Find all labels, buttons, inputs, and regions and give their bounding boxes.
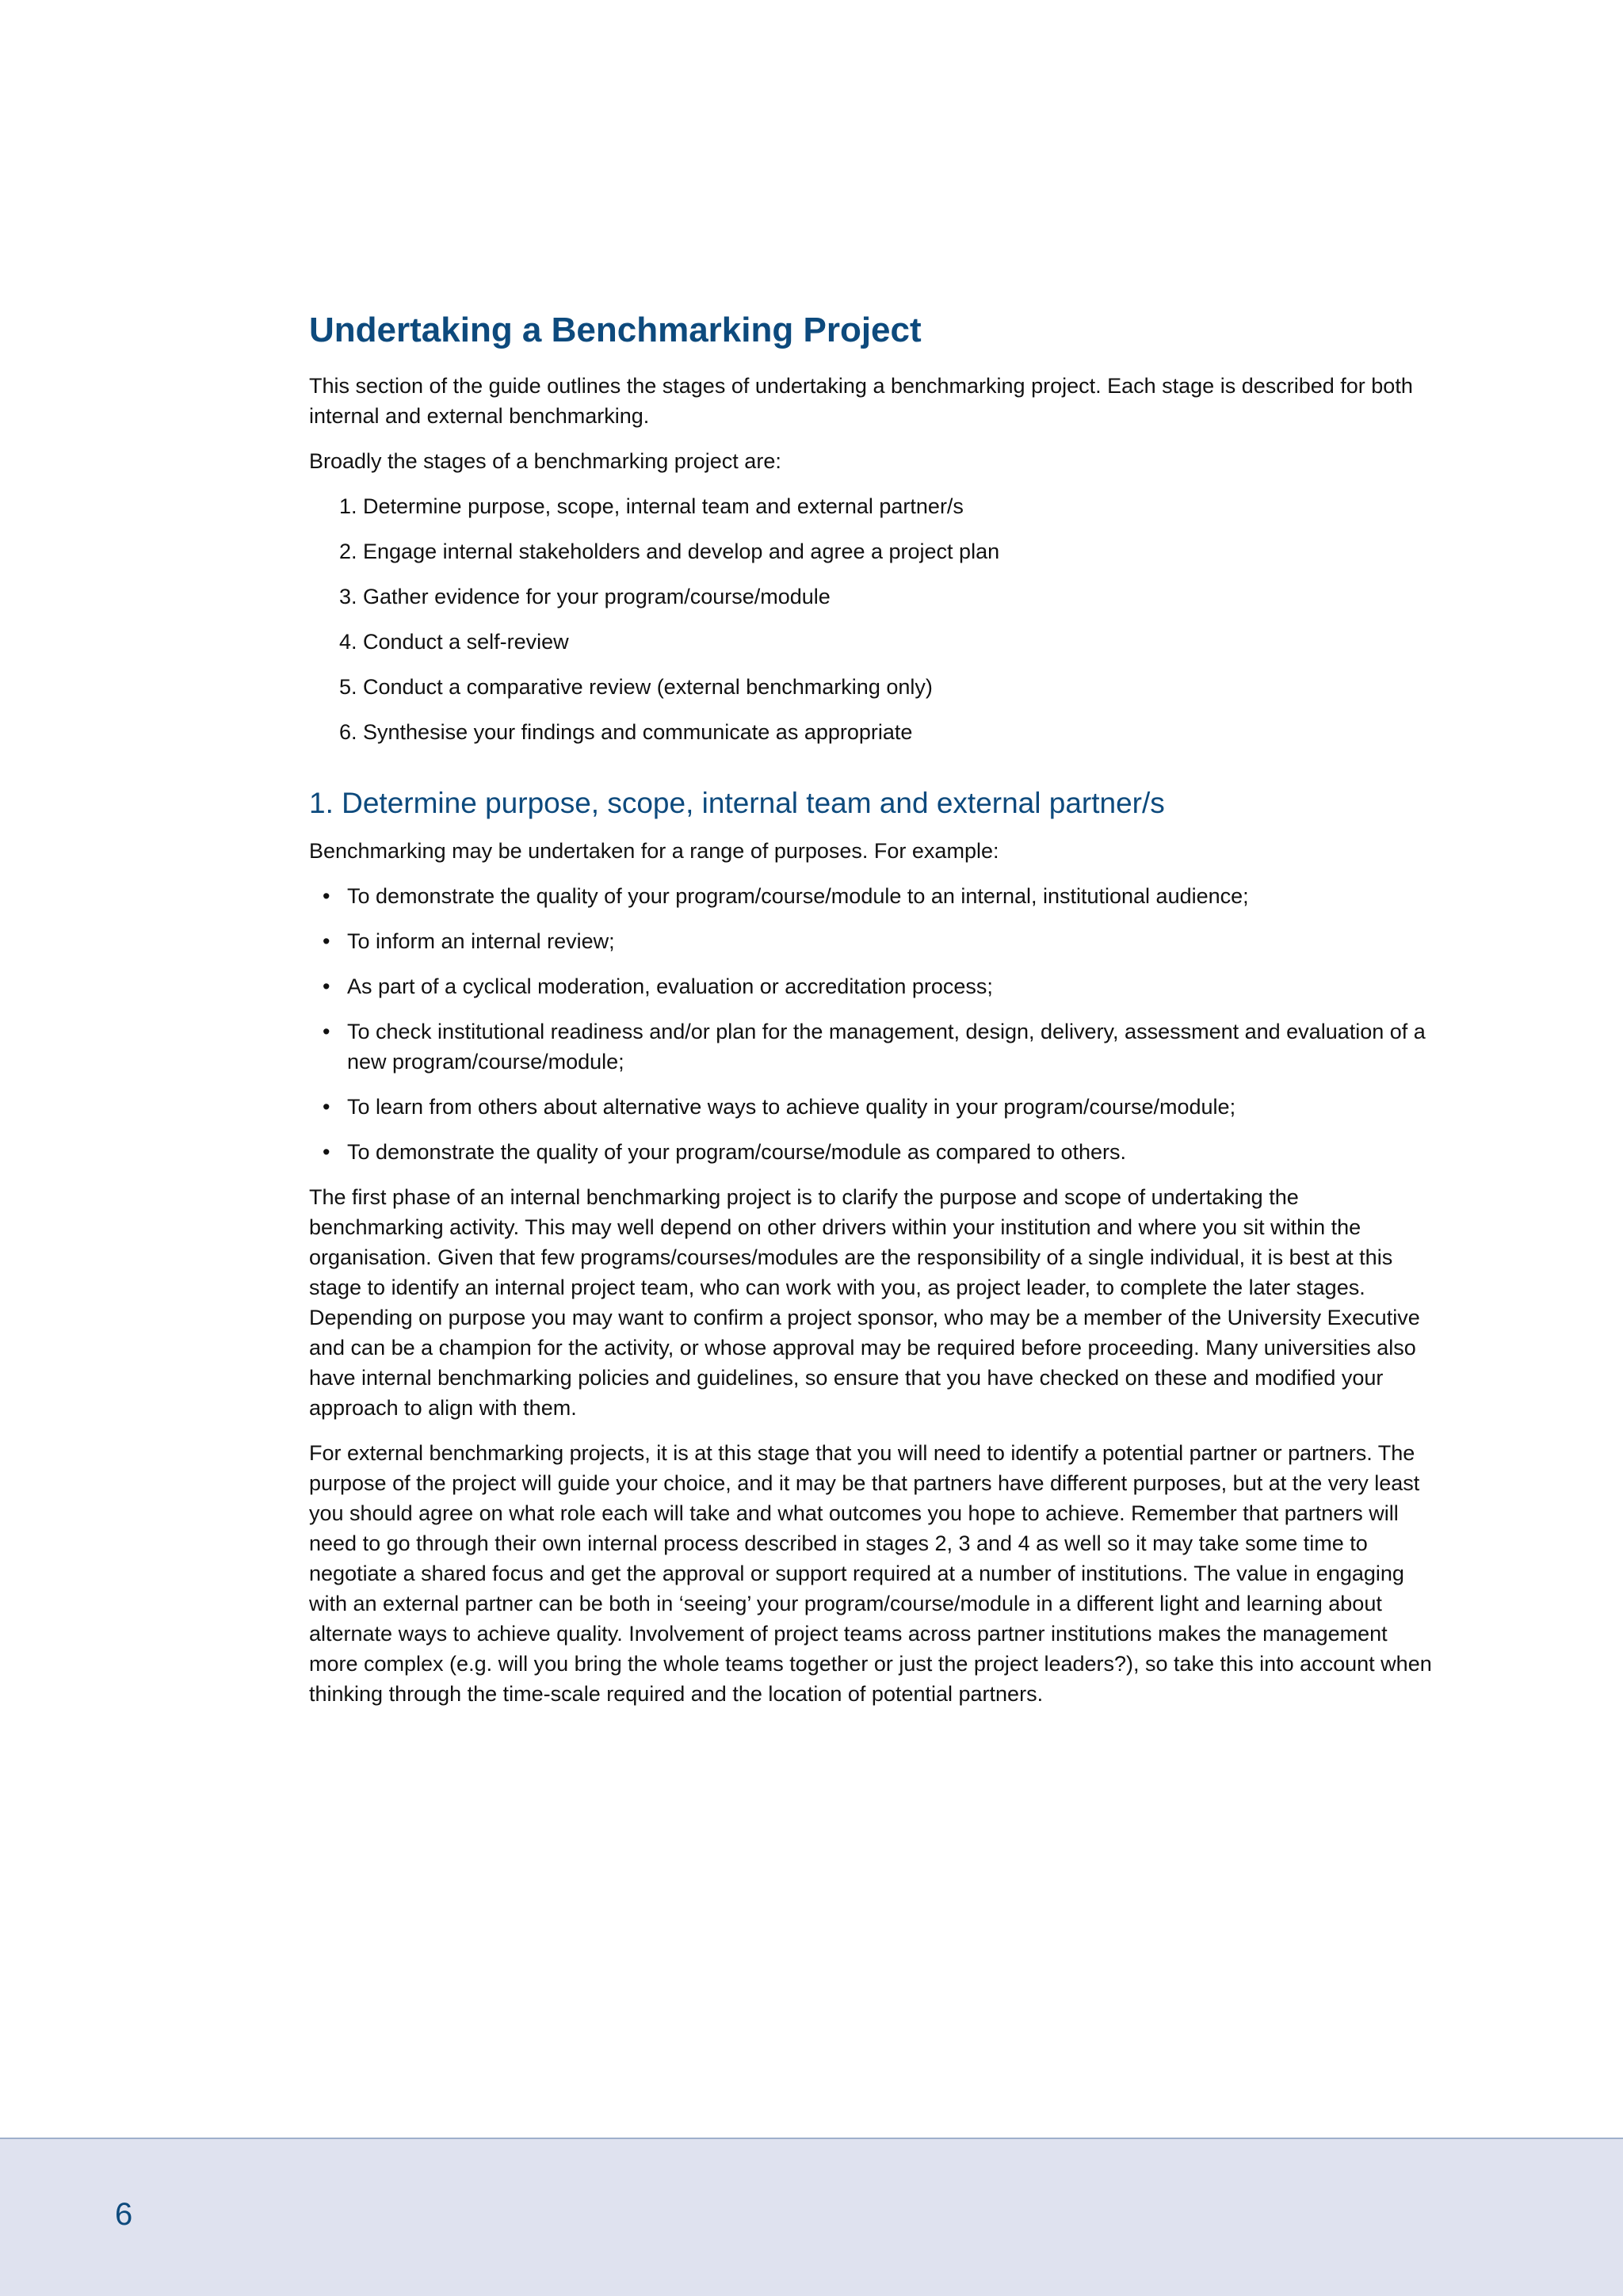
purpose-text: As part of a cyclical moderation, evaluation or accreditation process; <box>347 974 993 998</box>
bullet-icon: • <box>323 929 330 953</box>
body-paragraph-internal: The first phase of an internal benchmarking project is to clarify the purpose and scope of undertaking the benchmarking activity. This may well depend on other drivers within your institution and where you sit within the organisation. Given that few programs/courses/modules are the responsibility of a single individual, it is best at this stage to identify an internal project team, who can work with you, as project leader, to complete the later stages. Depending on purpose you may want to confirm a project sponsor, who may be a member of the University Executive and can be a champion for the activity, or whose approval may be required before proceeding. Many universities also have internal benchmarking policies and guidelines, so ensure that you have checked on these and modified your approach to align with them. <box>309 1185 1420 1420</box>
page-footer <box>0 2138 1623 2296</box>
stage-item: 2. Engage internal stakeholders and develop and agree a project plan <box>339 540 1000 563</box>
purpose-item <box>323 1016 1434 1077</box>
purpose-text: To learn from others about alternative ways to achieve quality in your program/course/module; <box>347 1095 1236 1119</box>
stage-item: 1. Determine purpose, scope, internal team and external partner/s <box>339 494 964 518</box>
purpose-text: To inform an internal review; <box>347 929 615 953</box>
purpose-text: To check institutional readiness and/or plan for the management, design, delivery, assessment and evaluation of a new program/course/module; <box>347 1020 1426 1074</box>
page-content <box>309 304 1434 1724</box>
bullet-icon: • <box>323 974 330 998</box>
stages-list <box>309 491 1434 747</box>
purpose-item <box>323 1137 1434 1167</box>
bullet-icon: • <box>323 884 330 908</box>
page-number: 6 <box>115 2197 133 2232</box>
section-heading: 1. Determine purpose, scope, internal team and external partner/s <box>309 787 1165 819</box>
stage-item: 3. Gather evidence for your program/course/module <box>339 585 831 608</box>
purpose-item <box>323 881 1434 911</box>
stages-lead: Broadly the stages of a benchmarking project are: <box>309 449 781 473</box>
intro-paragraph: This section of the guide outlines the stages of undertaking a benchmarking project. Each stage is described for both internal and external benchmarking. <box>309 374 1413 428</box>
bullet-icon: • <box>323 1140 330 1164</box>
bullet-icon: • <box>323 1095 330 1119</box>
purpose-item <box>323 971 1434 1001</box>
purpose-text: To demonstrate the quality of your program/course/module to an internal, institutional audience; <box>347 884 1249 908</box>
purpose-item <box>323 926 1434 956</box>
bullet-icon: • <box>323 1020 330 1043</box>
body-paragraph-external: For external benchmarking projects, it is at this stage that you will need to identify a potential partner or partners. The purpose of the project will guide your choice, and it may be that partners have different purposes, but at the very least you should agree on what role each will take and what outcomes you hope to achieve. Remember that partners will need to go through their own internal process described in stages 2, 3 and 4 as well so it may take some time to negotiate a shared focus and get the approval or support required at a number of institutions. The value in engaging with an external partner can be both in ‘seeing’ your program/course/module in a different light and learning about alternate ways to achieve quality. Involvement of project teams across partner institutions makes the management more complex (e.g. will you bring the whole teams together or just the project leaders?), so take this into account when thinking through the time-scale required and the location of potential partners. <box>309 1441 1432 1706</box>
purposes-list <box>309 881 1434 1167</box>
section-lead: Benchmarking may be undertaken for a range of purposes. For example: <box>309 839 999 863</box>
stage-item: 5. Conduct a comparative review (external benchmarking only) <box>339 675 933 699</box>
page-title: Undertaking a Benchmarking Project <box>309 311 922 349</box>
purpose-text: To demonstrate the quality of your program/course/module as compared to others. <box>347 1140 1127 1164</box>
stage-item: 6. Synthesise your findings and communicate as appropriate <box>339 720 913 744</box>
purpose-item <box>323 1092 1434 1122</box>
stage-item: 4. Conduct a self-review <box>339 630 569 654</box>
